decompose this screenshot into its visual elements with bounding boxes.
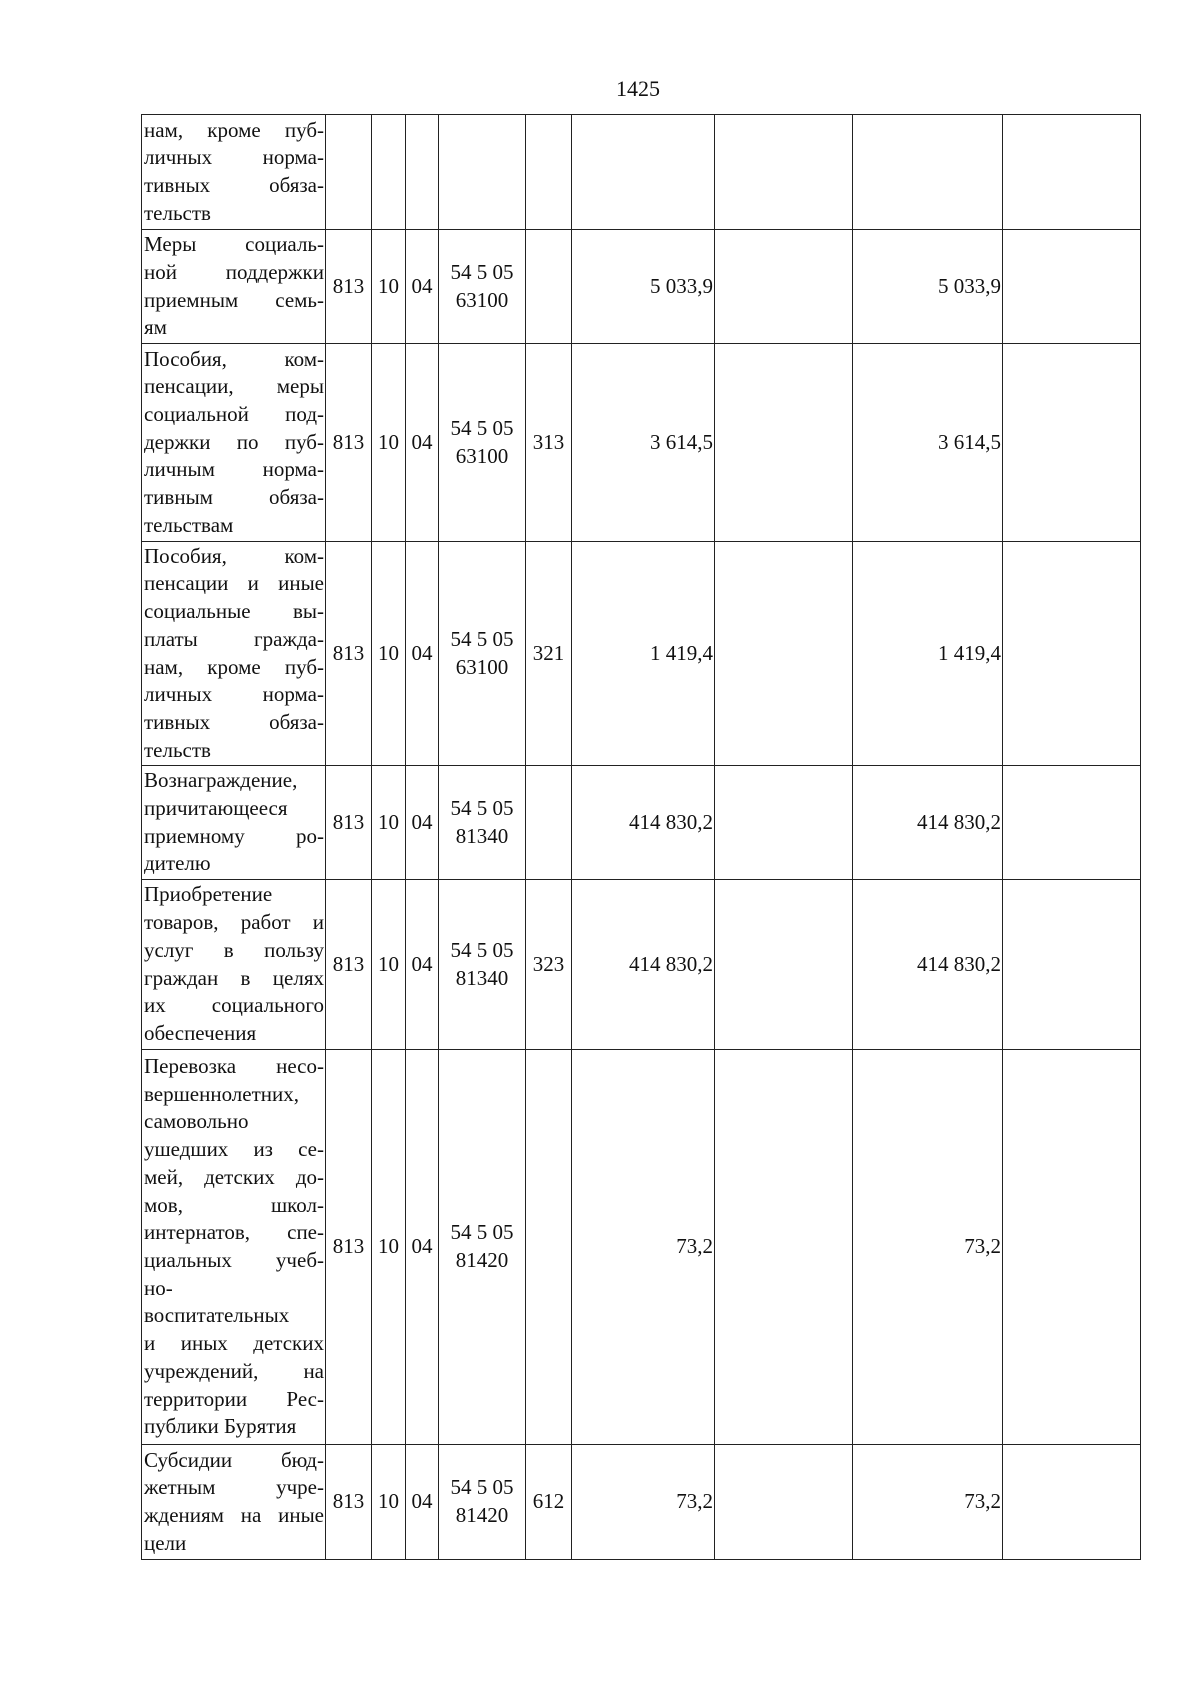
description-line: личных норма- bbox=[144, 145, 324, 170]
cell-expense-type: 612 bbox=[526, 1445, 572, 1560]
cell-amount: 73,2 bbox=[572, 1445, 715, 1560]
cell-section: 10 bbox=[372, 880, 406, 1050]
cell-expense-type bbox=[526, 1050, 572, 1445]
cell-empty bbox=[715, 344, 853, 542]
description-line: мов, школ- bbox=[144, 1192, 324, 1217]
table-row bbox=[142, 542, 1141, 766]
cell-subsection: 04 bbox=[406, 542, 439, 766]
cell-section: 10 bbox=[372, 542, 406, 766]
description-line: тивных обяза- bbox=[144, 709, 324, 734]
description-line: Пособия, ком- bbox=[144, 543, 324, 568]
cell-section: 10 bbox=[372, 766, 406, 880]
description-line: Вознаграждение, bbox=[144, 768, 298, 793]
description-line: пенсации и иные bbox=[144, 571, 324, 596]
cell-section: 10 bbox=[372, 230, 406, 344]
cell-empty bbox=[715, 1050, 853, 1445]
cell-amount bbox=[572, 115, 715, 230]
target-article-line: 54 5 05 bbox=[450, 1475, 514, 1500]
cell-section: 10 bbox=[372, 344, 406, 542]
cell-amount: 414 830,2 bbox=[853, 766, 1003, 880]
description-line: и иных детских bbox=[144, 1331, 324, 1356]
cell-ministry: 813 bbox=[326, 344, 372, 542]
cell-description bbox=[142, 1445, 326, 1560]
description-line: обеспечения bbox=[144, 1020, 257, 1045]
cell-empty bbox=[715, 1445, 853, 1560]
description-line: Приобретение bbox=[144, 882, 273, 907]
cell-amount bbox=[1003, 1050, 1141, 1445]
description-line: Меры социаль- bbox=[144, 232, 324, 257]
cell-amount bbox=[853, 115, 1003, 230]
cell-empty bbox=[715, 766, 853, 880]
cell-amount: 73,2 bbox=[572, 1050, 715, 1445]
cell-description bbox=[142, 344, 326, 542]
description-line: тельствам bbox=[144, 512, 234, 537]
table-row bbox=[142, 880, 1141, 1050]
cell-target-article bbox=[439, 115, 526, 230]
description-line: территории Рес- bbox=[144, 1386, 324, 1411]
description-line: публики Бурятия bbox=[144, 1414, 297, 1439]
cell-amount: 414 830,2 bbox=[853, 880, 1003, 1050]
cell-description bbox=[142, 230, 326, 344]
table-row bbox=[142, 1050, 1141, 1445]
cell-subsection: 04 bbox=[406, 766, 439, 880]
cell-target-article bbox=[439, 880, 526, 1050]
description-line: ной поддержки bbox=[144, 259, 324, 284]
description-line: личным норма- bbox=[144, 457, 324, 482]
description-line: ушедших из се- bbox=[144, 1137, 324, 1162]
target-article-line: 81420 bbox=[455, 1503, 509, 1527]
description-line: тивным обяза- bbox=[144, 485, 324, 510]
target-article-line: 54 5 05 bbox=[450, 1220, 514, 1245]
description-line: воспитательных bbox=[144, 1303, 290, 1328]
cell-amount: 3 614,5 bbox=[572, 344, 715, 542]
cell-ministry bbox=[326, 115, 372, 230]
cell-amount: 5 033,9 bbox=[853, 230, 1003, 344]
description-line: ям bbox=[144, 315, 167, 340]
cell-ministry: 813 bbox=[326, 1445, 372, 1560]
cell-amount bbox=[1003, 344, 1141, 542]
cell-subsection: 04 bbox=[406, 1445, 439, 1560]
description-line: самовольно bbox=[144, 1109, 249, 1134]
cell-expense-type: 321 bbox=[526, 542, 572, 766]
cell-empty bbox=[715, 880, 853, 1050]
cell-amount: 1 419,4 bbox=[572, 542, 715, 766]
table-row bbox=[142, 115, 1141, 230]
cell-amount bbox=[1003, 115, 1141, 230]
target-article-line: 63100 bbox=[455, 443, 509, 468]
cell-expense-type bbox=[526, 766, 572, 880]
description-line: жетным учре- bbox=[144, 1475, 324, 1500]
target-article-line: 81340 bbox=[455, 965, 509, 990]
description-line: Субсидии бюд- bbox=[144, 1447, 324, 1472]
cell-amount: 5 033,9 bbox=[572, 230, 715, 344]
cell-target-article bbox=[439, 1445, 526, 1560]
cell-amount: 73,2 bbox=[853, 1445, 1003, 1560]
description-line: тельств bbox=[144, 200, 211, 225]
description-line: причитающееся bbox=[144, 795, 288, 820]
cell-amount: 1 419,4 bbox=[853, 542, 1003, 766]
budget-table bbox=[141, 114, 1141, 1560]
description-line: Пособия, ком- bbox=[144, 346, 324, 371]
description-line: тивных обяза- bbox=[144, 173, 324, 197]
description-line: но- bbox=[144, 1275, 173, 1300]
target-article-line: 63100 bbox=[455, 654, 509, 679]
table-row bbox=[142, 230, 1141, 344]
description-line: вершеннолетних, bbox=[144, 1081, 300, 1106]
target-article-line: 54 5 05 bbox=[450, 937, 514, 962]
cell-amount: 3 614,5 bbox=[853, 344, 1003, 542]
cell-subsection bbox=[406, 115, 439, 230]
cell-expense-type bbox=[526, 115, 572, 230]
cell-ministry: 813 bbox=[326, 542, 372, 766]
cell-section: 10 bbox=[372, 1445, 406, 1560]
cell-description bbox=[142, 766, 326, 880]
cell-subsection: 04 bbox=[406, 344, 439, 542]
description-line: пенсации, меры bbox=[144, 374, 324, 399]
target-article-line: 63100 bbox=[455, 287, 509, 312]
description-line: нам, кроме пуб- bbox=[144, 654, 324, 679]
description-line: личных норма- bbox=[144, 682, 324, 707]
description-line: интернатов, спе- bbox=[144, 1220, 324, 1245]
cell-empty bbox=[715, 230, 853, 344]
description-line: социальные вы- bbox=[144, 599, 324, 624]
table-row bbox=[142, 766, 1141, 880]
cell-ministry: 813 bbox=[326, 230, 372, 344]
table-row bbox=[142, 344, 1141, 542]
page-number: 1425 bbox=[616, 76, 660, 101]
cell-subsection: 04 bbox=[406, 880, 439, 1050]
cell-amount bbox=[1003, 230, 1141, 344]
cell-section: 10 bbox=[372, 1050, 406, 1445]
cell-target-article bbox=[439, 542, 526, 766]
description-line: тельств bbox=[144, 737, 211, 762]
cell-target-article bbox=[439, 230, 526, 344]
target-article-line: 54 5 05 bbox=[450, 795, 514, 820]
cell-expense-type bbox=[526, 230, 572, 344]
description-line: социальной под- bbox=[144, 401, 324, 426]
description-line: их социального bbox=[144, 993, 324, 1018]
description-line: услуг в пользу bbox=[144, 937, 324, 962]
target-article-line: 54 5 05 bbox=[450, 259, 514, 284]
description-line: цели bbox=[144, 1530, 187, 1555]
description-line: платы гражда- bbox=[144, 626, 324, 651]
cell-ministry: 813 bbox=[326, 1050, 372, 1445]
target-article-line: 54 5 05 bbox=[450, 415, 514, 440]
cell-target-article bbox=[439, 766, 526, 880]
description-line: держки по пуб- bbox=[144, 429, 324, 454]
target-article-line: 81420 bbox=[455, 1248, 509, 1272]
description-line: граждан в целях bbox=[144, 965, 324, 990]
target-article-line: 81340 bbox=[455, 823, 509, 848]
cell-expense-type: 313 bbox=[526, 344, 572, 542]
cell-amount bbox=[1003, 1445, 1141, 1560]
cell-amount bbox=[1003, 766, 1141, 880]
description-line: циальных учеб- bbox=[144, 1248, 324, 1272]
description-line: нам, кроме пуб- bbox=[144, 117, 324, 142]
description-line: ждениям на иные bbox=[144, 1503, 324, 1527]
cell-description bbox=[142, 115, 326, 230]
cell-expense-type: 323 bbox=[526, 880, 572, 1050]
cell-target-article bbox=[439, 344, 526, 542]
description-line: приемным семь- bbox=[144, 287, 324, 312]
description-line: товаров, работ и bbox=[144, 910, 324, 935]
table-body bbox=[142, 115, 1141, 1560]
cell-amount bbox=[1003, 542, 1141, 766]
cell-description bbox=[142, 542, 326, 766]
cell-target-article bbox=[439, 1050, 526, 1445]
cell-description bbox=[142, 1050, 326, 1445]
description-line: дителю bbox=[144, 851, 211, 876]
description-line: Перевозка несо- bbox=[144, 1054, 324, 1079]
cell-amount: 414 830,2 bbox=[572, 880, 715, 1050]
cell-amount bbox=[1003, 880, 1141, 1050]
cell-amount: 73,2 bbox=[853, 1050, 1003, 1445]
cell-subsection: 04 bbox=[406, 230, 439, 344]
cell-empty bbox=[715, 542, 853, 766]
cell-empty bbox=[715, 115, 853, 230]
cell-ministry: 813 bbox=[326, 880, 372, 1050]
table-row bbox=[142, 1445, 1141, 1560]
cell-description bbox=[142, 880, 326, 1050]
description-line: учреждений, на bbox=[144, 1358, 324, 1383]
description-line: мей, детских до- bbox=[144, 1164, 324, 1189]
description-line: приемному ро- bbox=[144, 823, 324, 848]
target-article-line: 54 5 05 bbox=[450, 626, 514, 651]
cell-amount: 414 830,2 bbox=[572, 766, 715, 880]
cell-section bbox=[372, 115, 406, 230]
cell-ministry: 813 bbox=[326, 766, 372, 880]
cell-subsection: 04 bbox=[406, 1050, 439, 1445]
